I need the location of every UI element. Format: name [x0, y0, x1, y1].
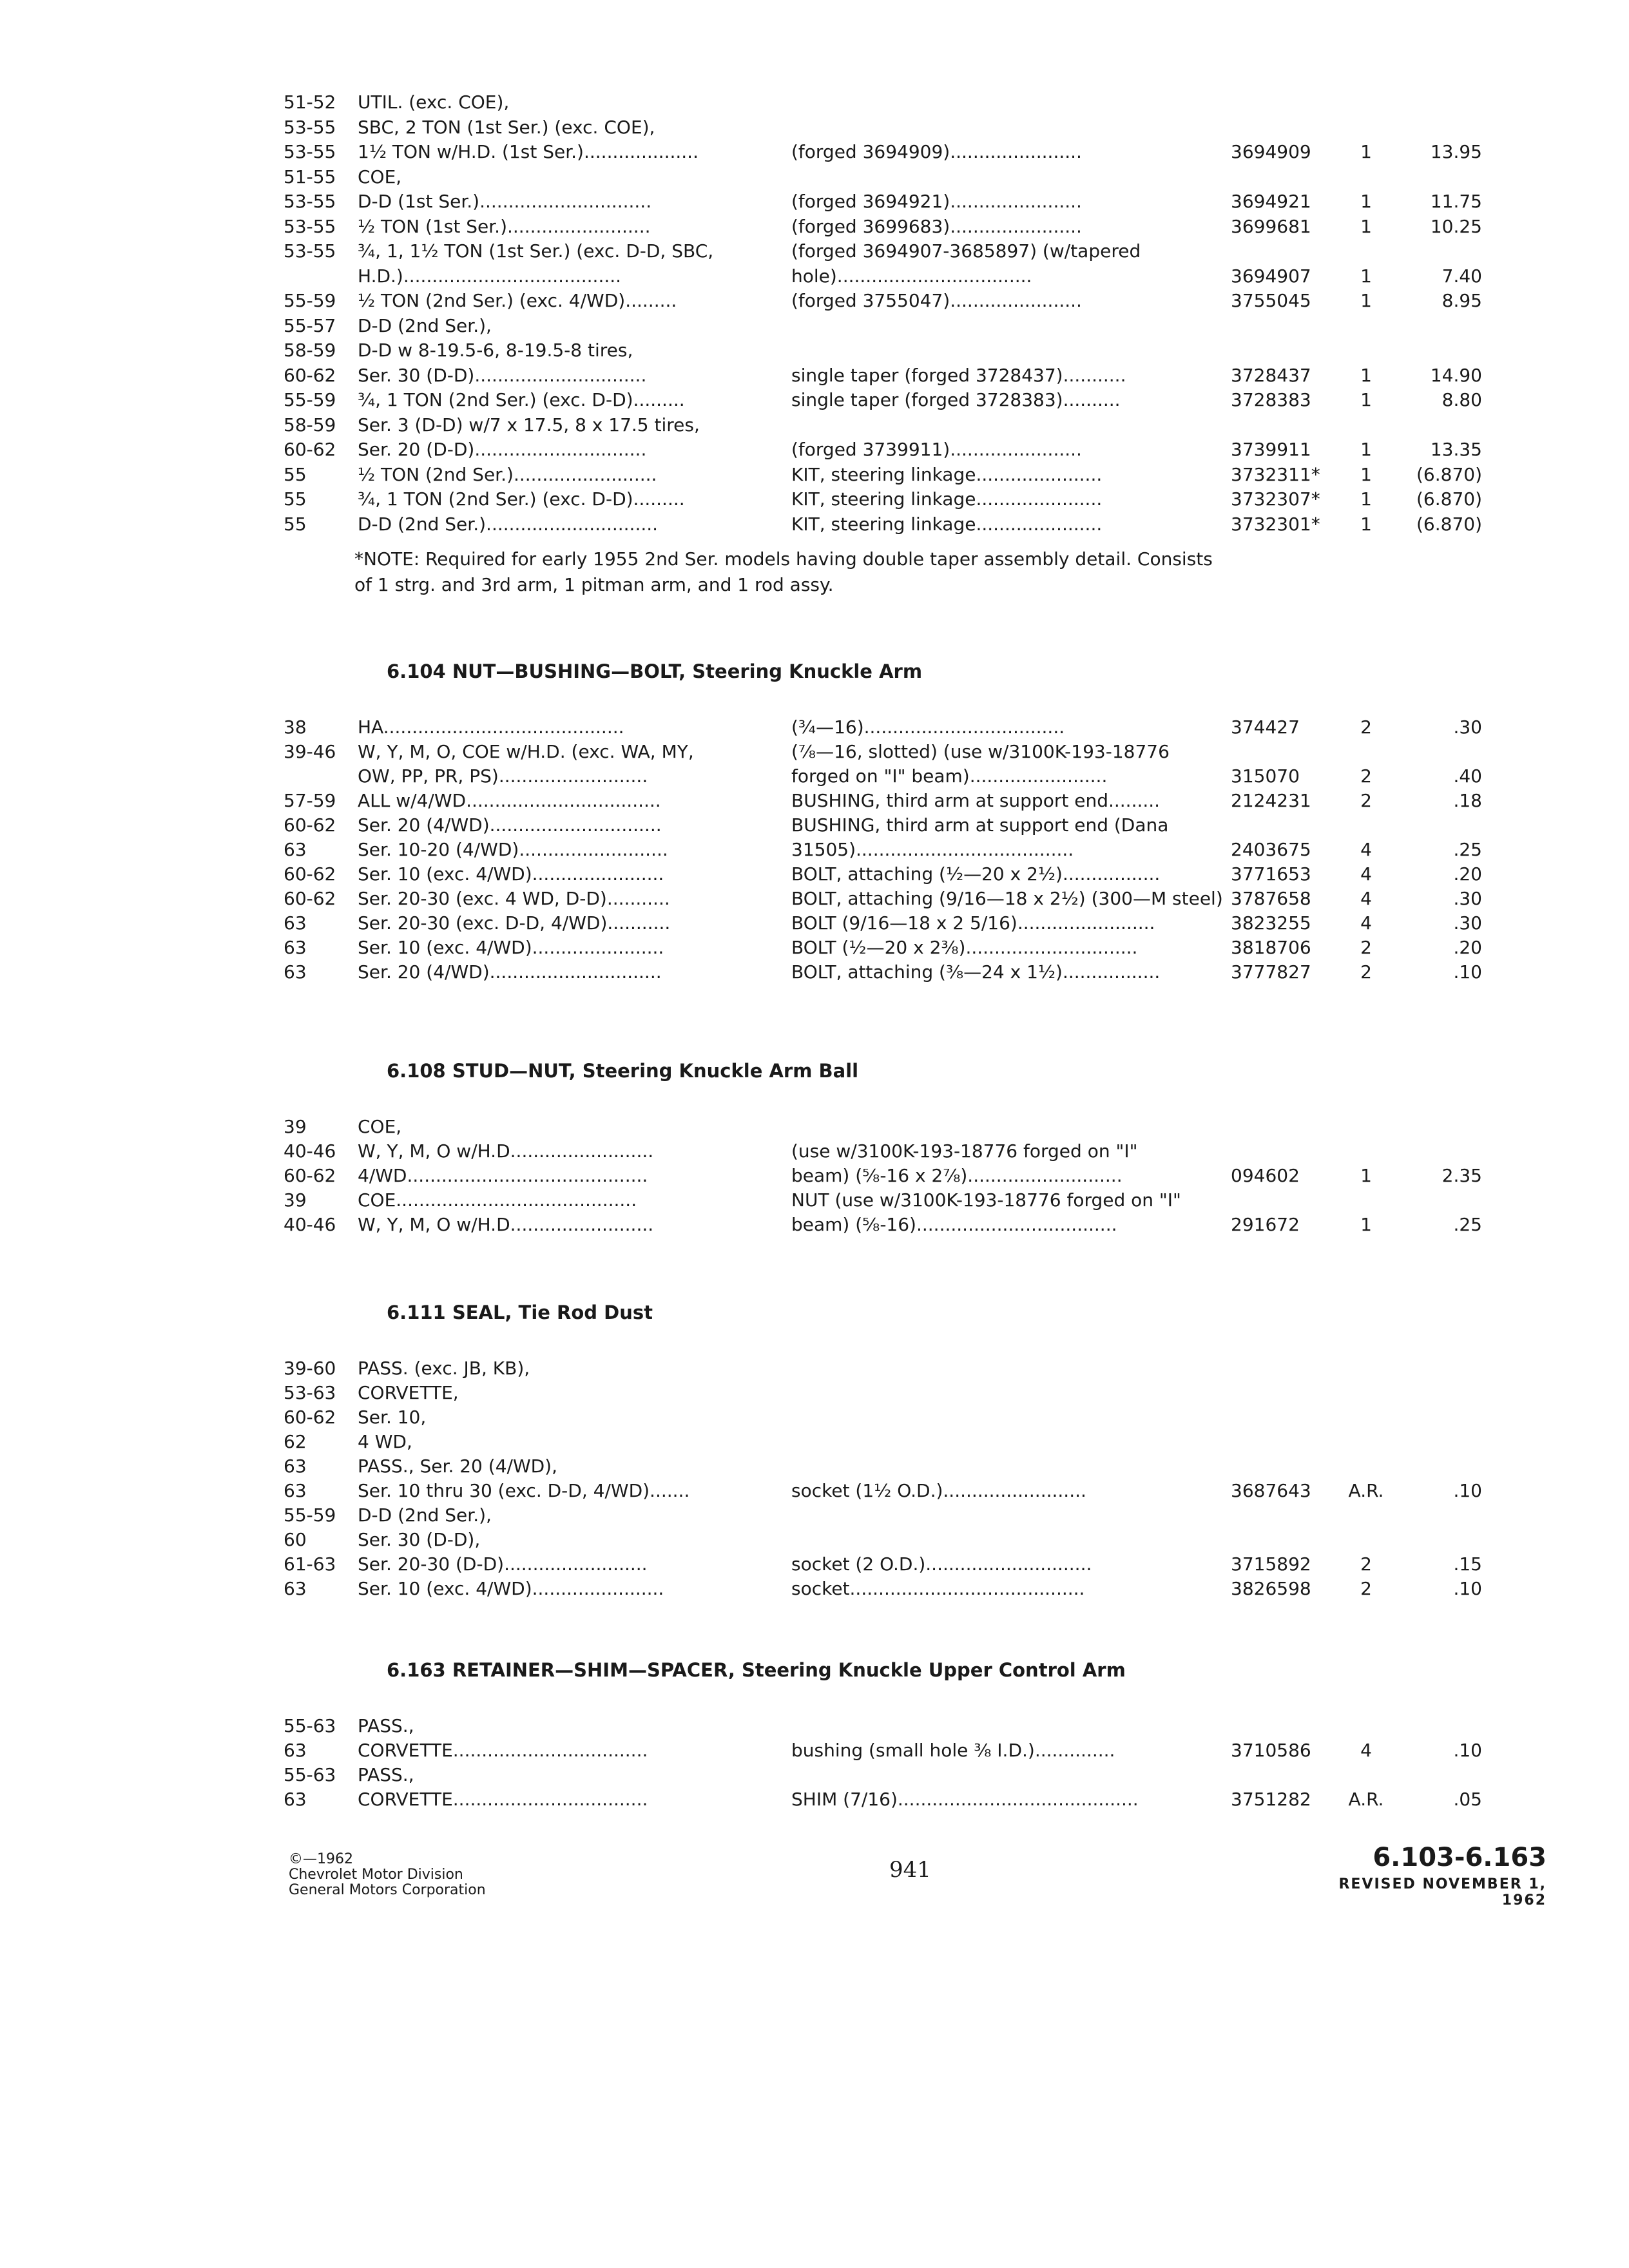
model-description: CORVETTE, [358, 1382, 459, 1403]
table-row [0, 215, 1629, 239]
quantity: 2 [1360, 765, 1372, 787]
table-row [0, 487, 1629, 512]
table-row [0, 1714, 1629, 1738]
quantity: 1 [1360, 389, 1372, 410]
part-number: 3694921 [1231, 191, 1311, 212]
price: .10 [1453, 961, 1482, 983]
part-number: 3818706 [1231, 937, 1311, 958]
part-description: SHIM (7/16).......................................... [791, 1789, 1139, 1810]
model-description: PASS., Ser. 20 (4/WD), [358, 1456, 558, 1477]
price: .10 [1453, 1480, 1482, 1501]
price: (6.870) [1416, 463, 1482, 485]
footer-copyright: ©—1962 [289, 1851, 353, 1867]
quantity: 2 [1360, 961, 1372, 983]
table-row [0, 189, 1629, 214]
model-description: CORVETTE.................................. [358, 1740, 648, 1761]
part-description: (forged 3755047)....................... [791, 290, 1082, 311]
model-description: Ser. 3 (D-D) w/7 x 17.5, 8 x 17.5 tires, [358, 414, 700, 436]
part-number: 3777827 [1231, 961, 1311, 983]
quantity: 2 [1360, 1553, 1372, 1575]
footer-division: Chevrolet Motor Division [289, 1867, 463, 1883]
table-row [0, 90, 1629, 115]
table-row [0, 911, 1629, 936]
quantity: 2 [1360, 1578, 1372, 1599]
price: .25 [1453, 839, 1482, 860]
part-number: 315070 [1231, 765, 1300, 787]
price: (6.870) [1416, 488, 1482, 510]
model-year: 57-59 [284, 790, 336, 811]
model-year: 58-59 [284, 414, 336, 436]
model-year: 60-62 [284, 1165, 336, 1186]
model-description: D-D (2nd Ser.).............................. [358, 513, 659, 535]
model-description: ¾, 1 TON (2nd Ser.) (exc. D-D)......... [358, 389, 685, 410]
model-year: 55-57 [284, 314, 336, 336]
table-row [0, 437, 1629, 462]
part-number: 374427 [1231, 716, 1300, 738]
quantity: A.R. [1348, 1789, 1384, 1810]
model-year: 55-59 [284, 389, 336, 410]
part-description: (forged 3699683)....................... [791, 215, 1082, 237]
part-number: 3715892 [1231, 1553, 1311, 1575]
model-description: COE.......................................... [358, 1189, 637, 1211]
model-description: Ser. 10, [358, 1407, 427, 1428]
part-description: (⅞—16, slotted) (use w/3100K-193-18776 [791, 741, 1170, 762]
page-number: 941 [889, 1857, 931, 1883]
part-number: 2403675 [1231, 839, 1311, 860]
price: 8.80 [1441, 389, 1482, 410]
model-year: 55 [284, 513, 307, 535]
part-description: forged on "I" beam)........................ [791, 765, 1108, 787]
model-year: 53-55 [284, 191, 336, 212]
part-number: 3699681 [1231, 215, 1311, 237]
table-row [0, 165, 1629, 189]
model-year: 55 [284, 463, 307, 485]
model-description: D-D (1st Ser.).............................. [358, 191, 652, 212]
table-row [0, 1479, 1629, 1503]
model-description: ¾, 1, 1½ TON (1st Ser.) (exc. D-D, SBC, [358, 240, 714, 262]
part-description: BOLT, attaching (½—20 x 2½)................. [791, 863, 1161, 885]
part-number: 3710586 [1231, 1740, 1311, 1761]
model-year: 51-52 [284, 91, 336, 113]
model-year: 63 [284, 1456, 307, 1477]
quantity: 1 [1360, 215, 1372, 237]
price: 11.75 [1430, 191, 1482, 212]
table-row [0, 715, 1629, 740]
part-description: single taper (forged 3728437)........... [791, 364, 1126, 386]
quantity: 4 [1360, 912, 1372, 934]
price: .05 [1453, 1789, 1482, 1810]
model-description: ½ TON (1st Ser.)......................... [358, 215, 651, 237]
model-description: D-D (2nd Ser.), [358, 314, 492, 336]
model-year: 63 [284, 839, 307, 860]
price: 7.40 [1441, 265, 1482, 287]
part-number: 3732307* [1231, 488, 1320, 510]
part-number: 3694909 [1231, 141, 1311, 162]
table-row [0, 1213, 1629, 1237]
model-year: 53-55 [284, 215, 336, 237]
model-description: D-D (2nd Ser.), [358, 1504, 492, 1526]
section-range: 6.103-6.163 [1373, 1843, 1547, 1872]
model-description: W, Y, M, O, COE w/H.D. (exc. WA, MY, [358, 741, 694, 762]
section-title: 6.111 SEAL, Tie Rod Dust [387, 1302, 653, 1323]
model-year: 58-59 [284, 340, 336, 361]
price: 14.90 [1430, 364, 1482, 386]
part-description: BOLT, attaching (9/16—18 x 2½) (300—M steel) [791, 888, 1223, 909]
price: .30 [1453, 888, 1482, 909]
table-row [0, 1738, 1629, 1763]
part-number: 2124231 [1231, 790, 1311, 811]
model-year: 40-46 [284, 1140, 336, 1162]
part-description: BUSHING, third arm at support end......... [791, 790, 1161, 811]
model-description: Ser. 10 (exc. 4/WD)....................... [358, 863, 664, 885]
model-year: 53-55 [284, 240, 336, 262]
table-row [0, 463, 1629, 487]
part-description: KIT, steering linkage...................... [791, 463, 1103, 485]
quantity: 1 [1360, 364, 1372, 386]
table-row [0, 1188, 1629, 1213]
price: .30 [1453, 912, 1482, 934]
part-description: (use w/3100K-193-18776 forged on "I" [791, 1140, 1138, 1162]
model-description: OW, PP, PR, PS).......................... [358, 765, 648, 787]
table-row [0, 740, 1629, 764]
price: .25 [1453, 1214, 1482, 1235]
price: 8.95 [1441, 290, 1482, 311]
model-year: 53-63 [284, 1382, 336, 1403]
table-row [0, 1381, 1629, 1405]
model-description: Ser. 20 (D-D).............................. [358, 439, 647, 460]
quantity: 1 [1360, 513, 1372, 535]
quantity: 1 [1360, 1165, 1372, 1186]
part-number: 3755045 [1231, 290, 1311, 311]
part-description: BUSHING, third arm at support end (Dana [791, 814, 1169, 836]
table-row [0, 1405, 1629, 1430]
part-number: 3771653 [1231, 863, 1311, 885]
price: .18 [1453, 790, 1482, 811]
part-number: 3787658 [1231, 888, 1311, 909]
table-row [0, 338, 1629, 363]
footnote: *NOTE: Required for early 1955 2nd Ser. models having double taper assembly detail. Consists of 1 strg. and 3rd arm, 1 pitman arm, and 1 rod assy. [354, 548, 1213, 595]
model-year: 40-46 [284, 1214, 336, 1235]
model-description: Ser. 10 thru 30 (exc. D-D, 4/WD)....... [358, 1480, 690, 1501]
model-description: COE, [358, 1116, 402, 1137]
table-row [0, 1115, 1629, 1139]
model-description: Ser. 10 (exc. 4/WD)....................... [358, 1578, 664, 1599]
model-year: 63 [284, 1578, 307, 1599]
table-row [0, 1164, 1629, 1188]
table-row [0, 264, 1629, 289]
price: 10.25 [1430, 215, 1482, 237]
table-row [0, 1528, 1629, 1552]
table-row [0, 1763, 1629, 1787]
model-year: 39 [284, 1116, 307, 1137]
part-description: (¾—16)................................... [791, 716, 1065, 738]
table-row [0, 862, 1629, 887]
part-description: BOLT (½—20 x 2⅜).............................. [791, 937, 1138, 958]
model-year: 53-55 [284, 141, 336, 162]
model-year: 63 [284, 1480, 307, 1501]
part-description: socket......................................... [791, 1578, 1085, 1599]
model-description: Ser. 30 (D-D).............................. [358, 364, 647, 386]
table-row [0, 838, 1629, 862]
table-row [0, 1430, 1629, 1454]
model-description: Ser. 20 (4/WD).............................. [358, 961, 662, 983]
price: 13.35 [1430, 439, 1482, 460]
model-year: 62 [284, 1431, 307, 1452]
table-row [0, 363, 1629, 388]
price: .10 [1453, 1578, 1482, 1599]
price: .40 [1453, 765, 1482, 787]
model-year: 55-59 [284, 1504, 336, 1526]
table-row [0, 936, 1629, 960]
model-description: HA.......................................... [358, 716, 624, 738]
model-description: Ser. 10-20 (4/WD).......................... [358, 839, 668, 860]
model-description: Ser. 20 (4/WD).............................. [358, 814, 662, 836]
model-year: 55-59 [284, 290, 336, 311]
model-description: PASS., [358, 1715, 414, 1736]
model-year: 63 [284, 937, 307, 958]
table-row [0, 1787, 1629, 1812]
table-row [0, 314, 1629, 338]
table-row [0, 1552, 1629, 1577]
price: .20 [1453, 863, 1482, 885]
part-number: 3826598 [1231, 1578, 1311, 1599]
model-description: D-D w 8-19.5-6, 8-19.5-8 tires, [358, 340, 633, 361]
model-year: 53-55 [284, 116, 336, 138]
model-description: ½ TON (2nd Ser.) (exc. 4/WD)......... [358, 290, 677, 311]
footer-corporation: General Motors Corporation [289, 1882, 486, 1898]
model-year: 39 [284, 1189, 307, 1211]
price: .15 [1453, 1553, 1482, 1575]
model-year: 55-63 [284, 1764, 336, 1785]
table-row [0, 413, 1629, 437]
table-row [0, 289, 1629, 313]
model-description: UTIL. (exc. COE), [358, 91, 510, 113]
model-year: 60-62 [284, 439, 336, 460]
table-row [0, 1503, 1629, 1528]
part-description: (forged 3694907-3685897) (w/tapered [791, 240, 1141, 262]
model-description: PASS. (exc. JB, KB), [358, 1358, 530, 1379]
model-year: 63 [284, 912, 307, 934]
table-row [0, 388, 1629, 412]
quantity: 1 [1360, 191, 1372, 212]
model-description: CORVETTE.................................. [358, 1789, 648, 1810]
model-description: W, Y, M, O w/H.D......................... [358, 1140, 654, 1162]
table-row [0, 115, 1629, 140]
quantity: 2 [1360, 937, 1372, 958]
model-description: PASS., [358, 1764, 414, 1785]
price: .30 [1453, 716, 1482, 738]
quantity: 2 [1360, 790, 1372, 811]
table-row [0, 512, 1629, 537]
table-row [0, 239, 1629, 264]
part-number: 291672 [1231, 1214, 1300, 1235]
model-description: Ser. 30 (D-D), [358, 1529, 481, 1550]
part-description: 31505)...................................... [791, 839, 1074, 860]
section-title: 6.108 STUD—NUT, Steering Knuckle Arm Ball [387, 1060, 859, 1082]
part-description: socket (1½ O.D.)......................... [791, 1480, 1086, 1501]
part-number: 3728437 [1231, 364, 1311, 386]
quantity: 1 [1360, 439, 1372, 460]
table-row [0, 813, 1629, 838]
part-number: 3823255 [1231, 912, 1311, 934]
quantity: 4 [1360, 839, 1372, 860]
model-description: Ser. 20-30 (D-D)......................... [358, 1553, 648, 1575]
model-year: 60-62 [284, 863, 336, 885]
part-description: (forged 3694909)....................... [791, 141, 1082, 162]
footer-publisher [289, 1852, 486, 1898]
quantity: 1 [1360, 463, 1372, 485]
part-description: NUT (use w/3100K-193-18776 forged on "I" [791, 1189, 1181, 1211]
price: .20 [1453, 937, 1482, 958]
model-description: W, Y, M, O w/H.D......................... [358, 1214, 654, 1235]
part-number: 3732311* [1231, 463, 1320, 485]
price: 13.95 [1430, 141, 1482, 162]
quantity: 4 [1360, 888, 1372, 909]
model-description: H.D.)...................................... [358, 265, 622, 287]
model-description: COE, [358, 166, 402, 187]
model-description: 4 WD, [358, 1431, 412, 1452]
model-year: 39-60 [284, 1358, 336, 1379]
quantity: 1 [1360, 290, 1372, 311]
table-row [0, 1356, 1629, 1381]
price: (6.870) [1416, 513, 1482, 535]
table-row [0, 887, 1629, 911]
part-description: socket (2 O.D.)............................. [791, 1553, 1092, 1575]
table-row [0, 789, 1629, 813]
model-description: 1½ TON w/H.D. (1st Ser.).................... [358, 141, 699, 162]
quantity: 4 [1360, 863, 1372, 885]
quantity: 4 [1360, 1740, 1372, 1761]
part-description: (forged 3694921)....................... [791, 191, 1082, 212]
part-number: 3739911 [1231, 439, 1311, 460]
model-year: 39-46 [284, 741, 336, 762]
model-description: Ser. 10 (exc. 4/WD)....................... [358, 937, 664, 958]
table-row [0, 1577, 1629, 1601]
quantity: 1 [1360, 265, 1372, 287]
quantity: 1 [1360, 1214, 1372, 1235]
model-year: 60-62 [284, 1407, 336, 1428]
model-year: 63 [284, 1740, 307, 1761]
model-description: ALL w/4/WD.................................. [358, 790, 661, 811]
part-description: KIT, steering linkage...................... [791, 513, 1103, 535]
quantity: 1 [1360, 488, 1372, 510]
price: 2.35 [1441, 1165, 1482, 1186]
part-number: 3687643 [1231, 1480, 1311, 1501]
part-description: beam) (⅝-16)................................... [791, 1214, 1117, 1235]
table-row [0, 1454, 1629, 1479]
part-description: single taper (forged 3728383).......... [791, 389, 1121, 410]
part-number: 3732301* [1231, 513, 1320, 535]
table-row [0, 764, 1629, 789]
model-year: 60-62 [284, 814, 336, 836]
model-description: ¾, 1 TON (2nd Ser.) (exc. D-D)......... [358, 488, 685, 510]
part-description: hole).................................. [791, 265, 1032, 287]
model-description: 4/WD.......................................... [358, 1165, 648, 1186]
part-number: 094602 [1231, 1165, 1300, 1186]
model-year: 63 [284, 961, 307, 983]
model-year: 55-63 [284, 1715, 336, 1736]
price: .10 [1453, 1740, 1482, 1761]
quantity: 1 [1360, 141, 1372, 162]
part-description: BOLT (9/16—18 x 2 5/16)........................ [791, 912, 1155, 934]
model-year: 60-62 [284, 888, 336, 909]
table-row [0, 960, 1629, 985]
model-description: Ser. 20-30 (exc. 4 WD, D-D)........... [358, 888, 670, 909]
part-description: (forged 3739911)....................... [791, 439, 1082, 460]
model-year: 38 [284, 716, 307, 738]
part-number: 3728383 [1231, 389, 1311, 410]
section-title: 6.163 RETAINER—SHIM—SPACER, Steering Knuckle Upper Control Arm [387, 1659, 1126, 1681]
model-year: 63 [284, 1789, 307, 1810]
quantity: 2 [1360, 716, 1372, 738]
table-row [0, 140, 1629, 164]
model-description: ½ TON (2nd Ser.)......................... [358, 463, 657, 485]
revised-date: REVISED NOVEMBER 1, 1962 [1338, 1876, 1547, 1908]
part-description: BOLT, attaching (⅜—24 x 1½)................. [791, 961, 1161, 983]
part-number: 3751282 [1231, 1789, 1311, 1810]
section-title: 6.104 NUT—BUSHING—BOLT, Steering Knuckle Arm [387, 660, 923, 682]
part-number: 3694907 [1231, 265, 1311, 287]
table-row [0, 1139, 1629, 1164]
model-year: 60-62 [284, 364, 336, 386]
model-year: 51-55 [284, 166, 336, 187]
model-description: SBC, 2 TON (1st Ser.) (exc. COE), [358, 116, 655, 138]
part-description: KIT, steering linkage...................... [791, 488, 1103, 510]
part-description: bushing (small hole ⅜ I.D.).............. [791, 1740, 1115, 1761]
part-description: beam) (⅝-16 x 2⅞)........................... [791, 1165, 1123, 1186]
model-year: 55 [284, 488, 307, 510]
quantity: A.R. [1348, 1480, 1384, 1501]
model-year: 61-63 [284, 1553, 336, 1575]
model-year: 60 [284, 1529, 307, 1550]
model-description: Ser. 20-30 (exc. D-D, 4/WD)........... [358, 912, 671, 934]
